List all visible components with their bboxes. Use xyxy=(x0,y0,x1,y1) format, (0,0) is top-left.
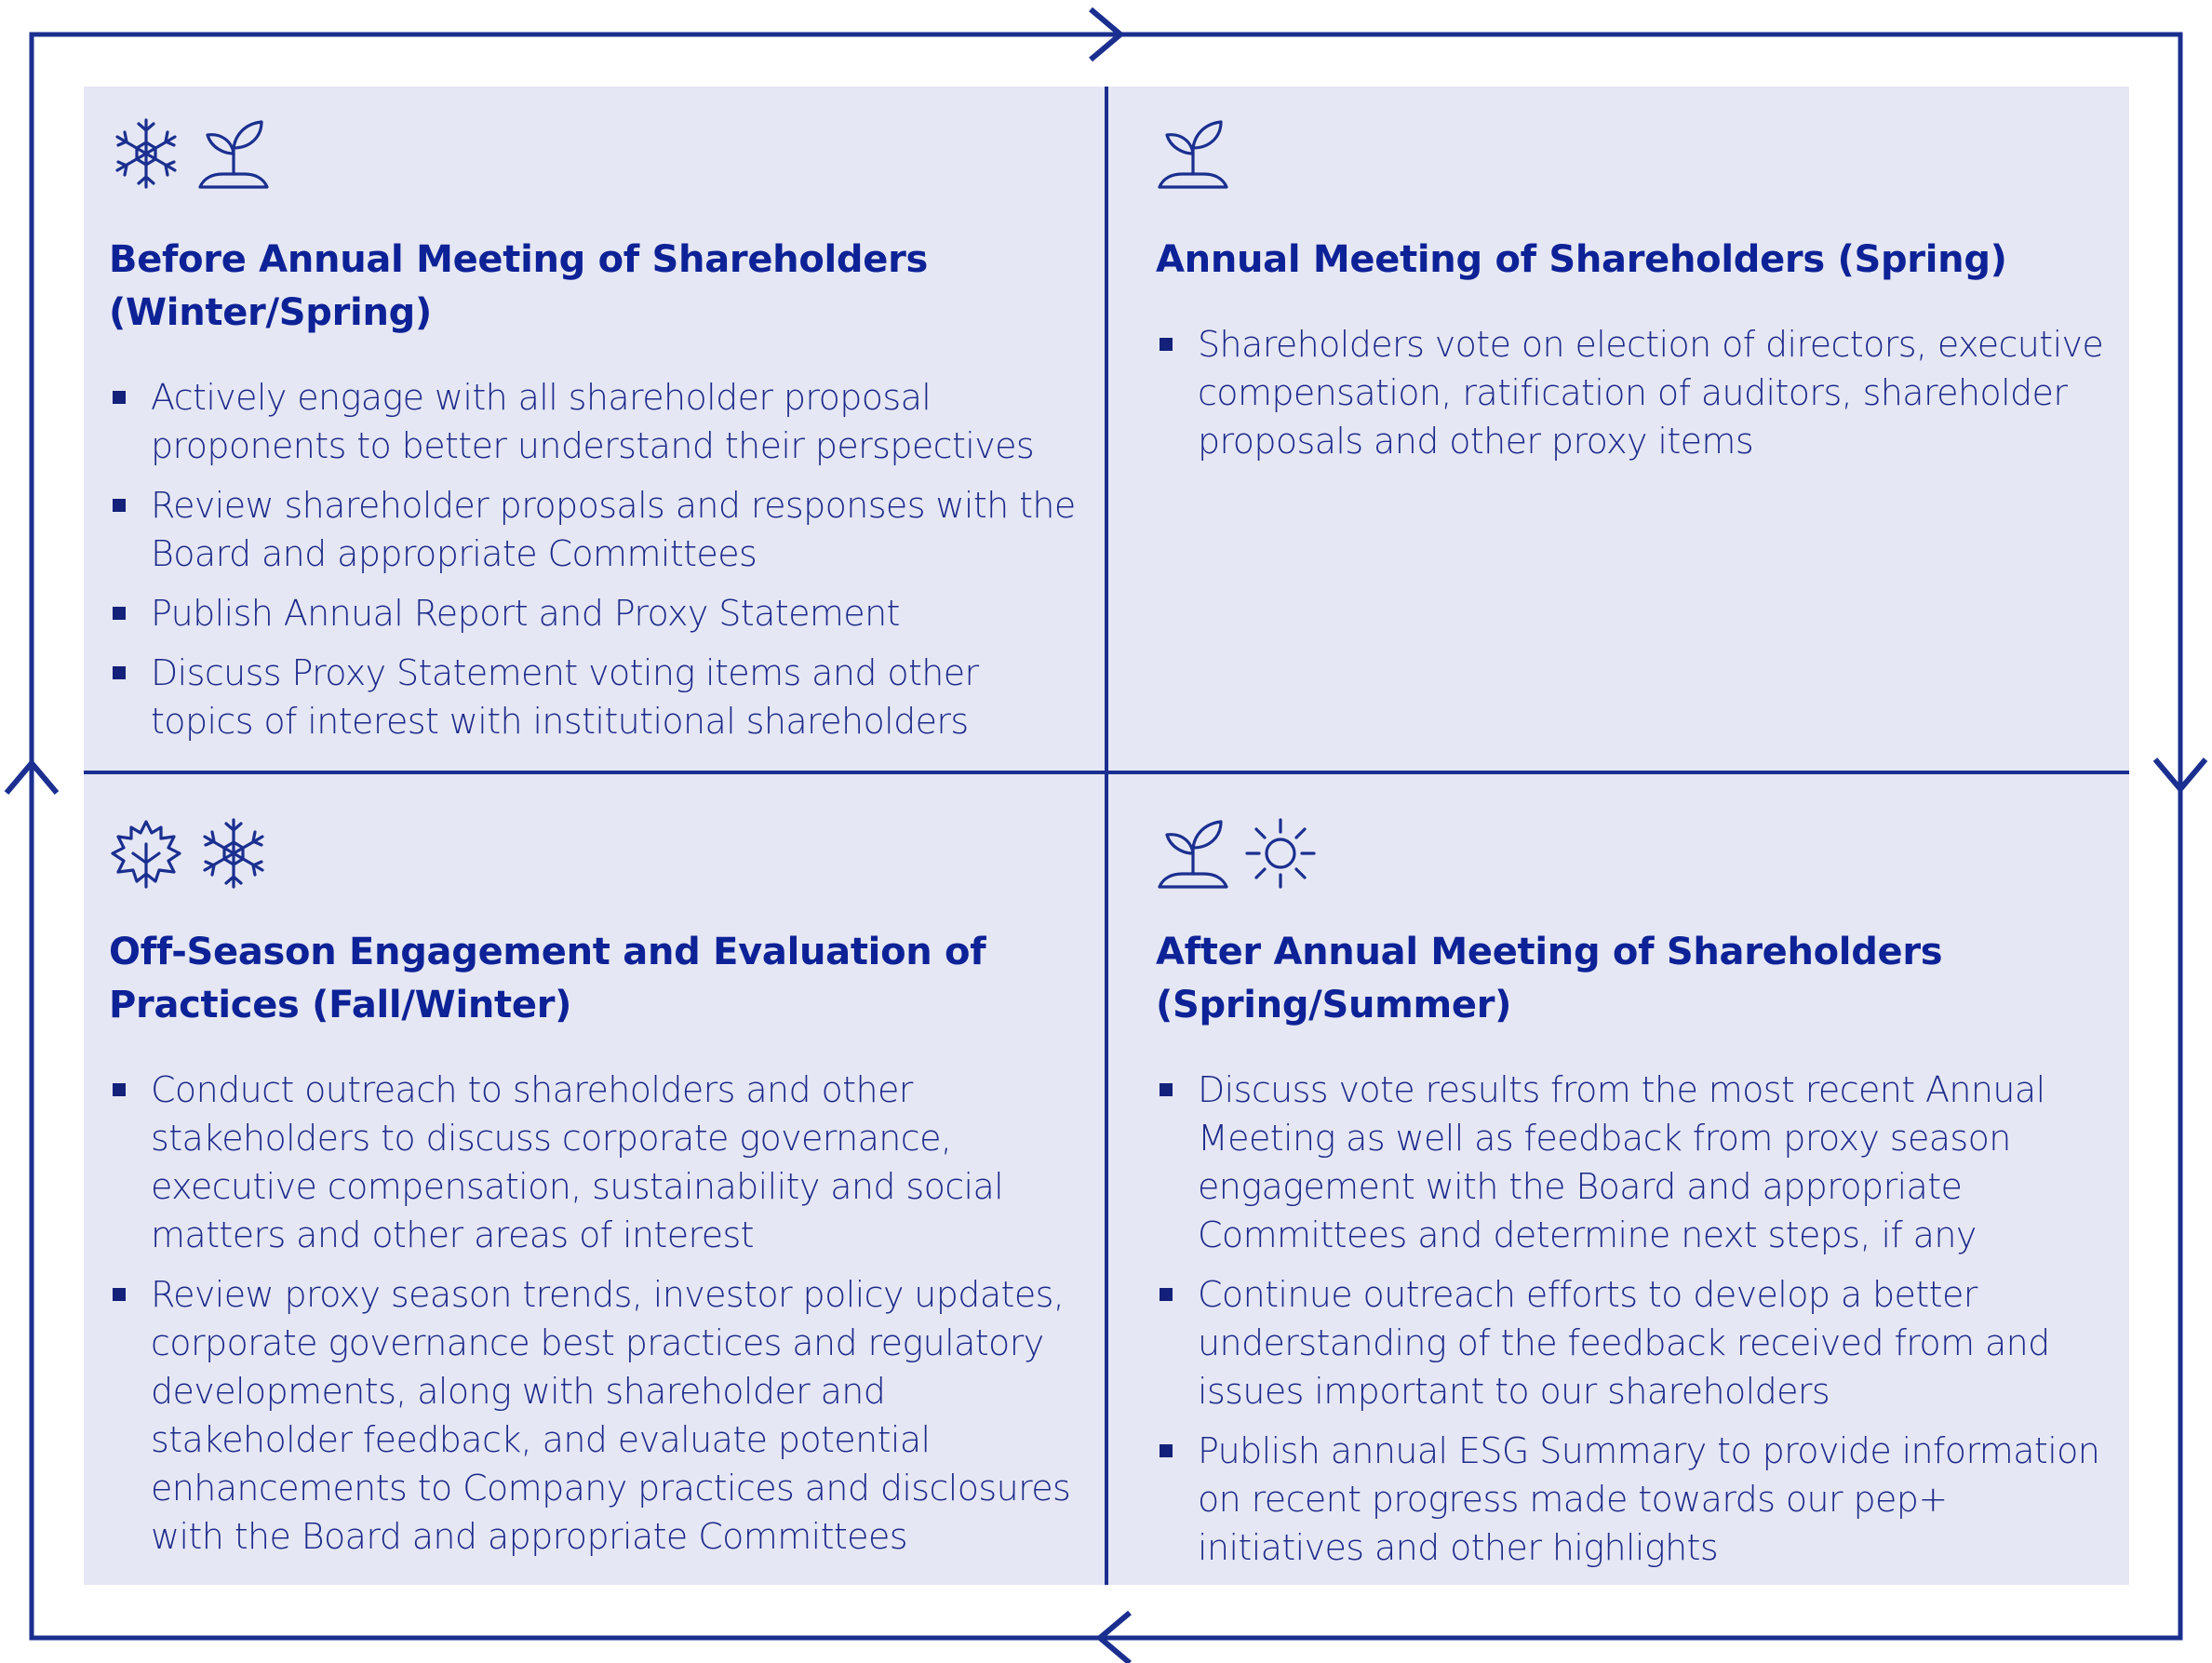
season-icons xyxy=(109,814,1106,891)
quadrant-off-season-engagement xyxy=(84,773,1106,1585)
quadrant-annual-meeting xyxy=(1107,87,2129,771)
quadrant-before-annual-meeting xyxy=(84,87,1106,771)
bullet-list xyxy=(1156,1066,2119,1572)
sprout-icon xyxy=(196,116,271,191)
bullet-list xyxy=(109,1066,1081,1561)
season-icons xyxy=(1156,814,2129,891)
list-item: Conduct outreach to shareholders and other stakeholders to discuss corporate governance, executive compensation, sustainability and social matters and other areas of interest xyxy=(109,1066,1081,1259)
bullet-list xyxy=(109,373,1077,745)
sun-icon xyxy=(1243,816,1318,891)
bullet-list xyxy=(1156,320,2114,465)
sprout-icon xyxy=(1156,816,1230,891)
list-item: Continue outreach efforts to develop a better understanding of the feedback received from and issues important to our shareholders xyxy=(1156,1270,2119,1415)
list-item: Review proxy season trends, investor policy updates, corporate governance best practices and regulatory developments, along with shareholder and stakeholder feedback, and evaluate potential enhancements to Company practices and disclosures with the Board and appropriate Committees xyxy=(109,1270,1081,1561)
season-icons xyxy=(109,114,1106,191)
list-item: Publish Annual Report and Proxy Statement xyxy=(109,589,1077,637)
quadrant-after-annual-meeting xyxy=(1107,773,2129,1585)
list-item: Actively engage with all shareholder proposal proponents to better understand their perspectives xyxy=(109,373,1077,470)
section-title: Annual Meeting of Shareholders (Spring) xyxy=(1156,238,2007,281)
list-item: Publish annual ESG Summary to provide information on recent progress made towards our pep+ initiatives and other highlights xyxy=(1156,1427,2119,1572)
section-title: After Annual Meeting of Shareholders (Spring/Summer) xyxy=(1156,931,1943,1026)
list-item: Discuss vote results from the most recent Annual Meeting as well as feedback from proxy season engagement with the Board and appropriate Committees and determine next steps, if any xyxy=(1156,1066,2119,1259)
snowflake-icon xyxy=(109,116,183,191)
snowflake-icon xyxy=(196,816,271,891)
list-item: Review shareholder proposals and responses with the Board and appropriate Committees xyxy=(109,481,1077,578)
section-title: Before Annual Meeting of Shareholders (Winter/Spring) xyxy=(109,238,929,334)
sprout-icon xyxy=(1156,116,1230,191)
season-icons xyxy=(1156,114,2129,191)
list-item: Discuss Proxy Statement voting items and other topics of interest with institutional shareholders xyxy=(109,649,1077,745)
list-item: Shareholders vote on election of directors, executive compensation, ratification of auditors, shareholder proposals and other proxy items xyxy=(1156,320,2114,465)
section-title: Off-Season Engagement and Evaluation of Practices (Fall/Winter) xyxy=(109,931,986,1026)
leaf-icon xyxy=(109,816,183,891)
